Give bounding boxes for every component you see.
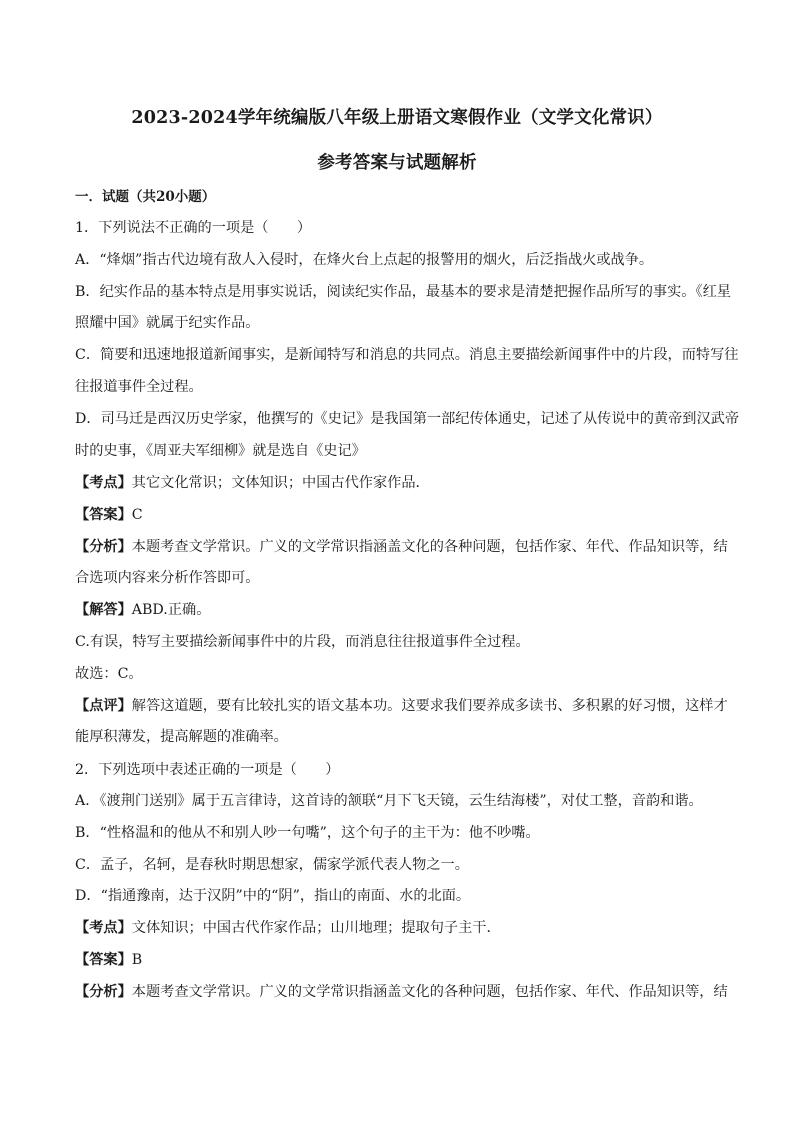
comment-label: 【点评】 [75,698,132,714]
kaodian-text: 文体知识；中国古代作家作品；山川地理；提取句子主干． [131,920,501,936]
solution-text: ABD.正确。 [131,602,211,618]
answer-text: C [131,507,143,523]
document-title: 2023-2024学年统编版八年级上册语文寒假作业（文学文化常识） [131,108,663,128]
question-1-comment-cont: 能厚积薄发，提高解题的准确率。 [75,729,288,745]
analysis-text: 本题考查文学常识。广义的文学常识指涵盖文化的各种问题，包括作家、年代、作品知识等，结 [131,539,728,555]
question-2-option-a: A．《渡荆门送别》属于五言律诗，这首诗的颔联“月下飞天镜，云生结海楼”，对仗工整，音韵和谐。 [75,793,703,809]
analysis-label: 【分析】 [75,539,132,555]
answer-label: 【答案】 [75,507,132,523]
solution-label: 【解答】 [75,602,132,618]
question-1-kaodian [75,473,725,493]
question-2-analysis [75,982,728,1002]
question-1-comment [75,696,728,716]
question-1-analysis [75,537,728,557]
question-1-option-b-cont: 照耀中国》就属于纪实作品。 [75,315,260,331]
comment-text: 解答这道题，要有比较扎实的语文基本功。这要求我们要养成多读书、多积累的好习惯，这样才 [131,698,728,714]
answer-label: 【答案】 [75,952,132,968]
analysis-label: 【分析】 [75,984,132,1000]
question-1-analysis-cont: 合选项内容来分析作答即可。 [75,570,260,586]
question-1-answer [75,505,725,525]
question-2-kaodian [75,918,725,938]
question-1-solution-cont: C.有误，特写主要描绘新闻事件中的片段，而消息往往报道事件全过程。 [75,634,530,650]
question-2-answer [75,950,725,970]
section-heading: 一．试题（共20小题） [75,189,216,205]
kaodian-text: 其它文化常识；文体知识；中国古代作家作品． [131,475,430,491]
question-1-option-b: B．纪实作品的基本特点是用事实说话，阅读纪实作品，最基本的要求是清楚把握作品所写的事实。《红星 [75,284,731,300]
question-1-choice: 故选：C。 [75,666,143,682]
question-2-option-d: D．“指通豫南，达于汉阴”中的“阴”，指山的南面、水的北面。 [75,888,471,904]
question-1-solution [75,600,725,620]
document-subtitle: 参考答案与试题解析 [317,153,477,173]
question-1-option-d: D．司马迁是西汉历史学家，他撰写的《史记》是我国第一部纪传体通史，记述了从传说中的黄帝到汉武帝 [75,411,740,427]
question-2-option-b: B．“性格温和的他从不和别人吵一句嘴”，这个句子的主干为：他不吵嘴。 [75,825,540,841]
question-2-stem: 2．下列选项中表述正确的一项是（ ） [75,762,340,778]
kaodian-label: 【考点】 [75,475,132,491]
analysis-text: 本题考查文学常识。广义的文学常识指涵盖文化的各种问题，包括作家、年代、作品知识等，结 [131,984,728,1000]
question-2-option-c: C．孟子，名轲，是春秋时期思想家，儒家学派代表人物之一。 [75,857,469,873]
question-1-option-c-cont: 往报道事件全过程。 [75,379,203,395]
question-1-option-d-cont: 时的史事，《周亚夫军细柳》就是选自《史记》 [75,443,366,459]
question-1-option-c: C．简要和迅速地报道新闻事实，是新闻特写和消息的共同点。消息主要描绘新闻事件中的片段，而特写往 [75,347,739,363]
question-1-stem: 1．下列说法不正确的一项是（ ） [75,220,312,236]
answer-text: B [131,952,143,968]
question-1-option-a: A．“烽烟”指古代边境有敌人入侵时，在烽火台上点起的报警用的烟火，后泛指战火或战争。 [75,252,654,268]
kaodian-label: 【考点】 [75,920,132,936]
